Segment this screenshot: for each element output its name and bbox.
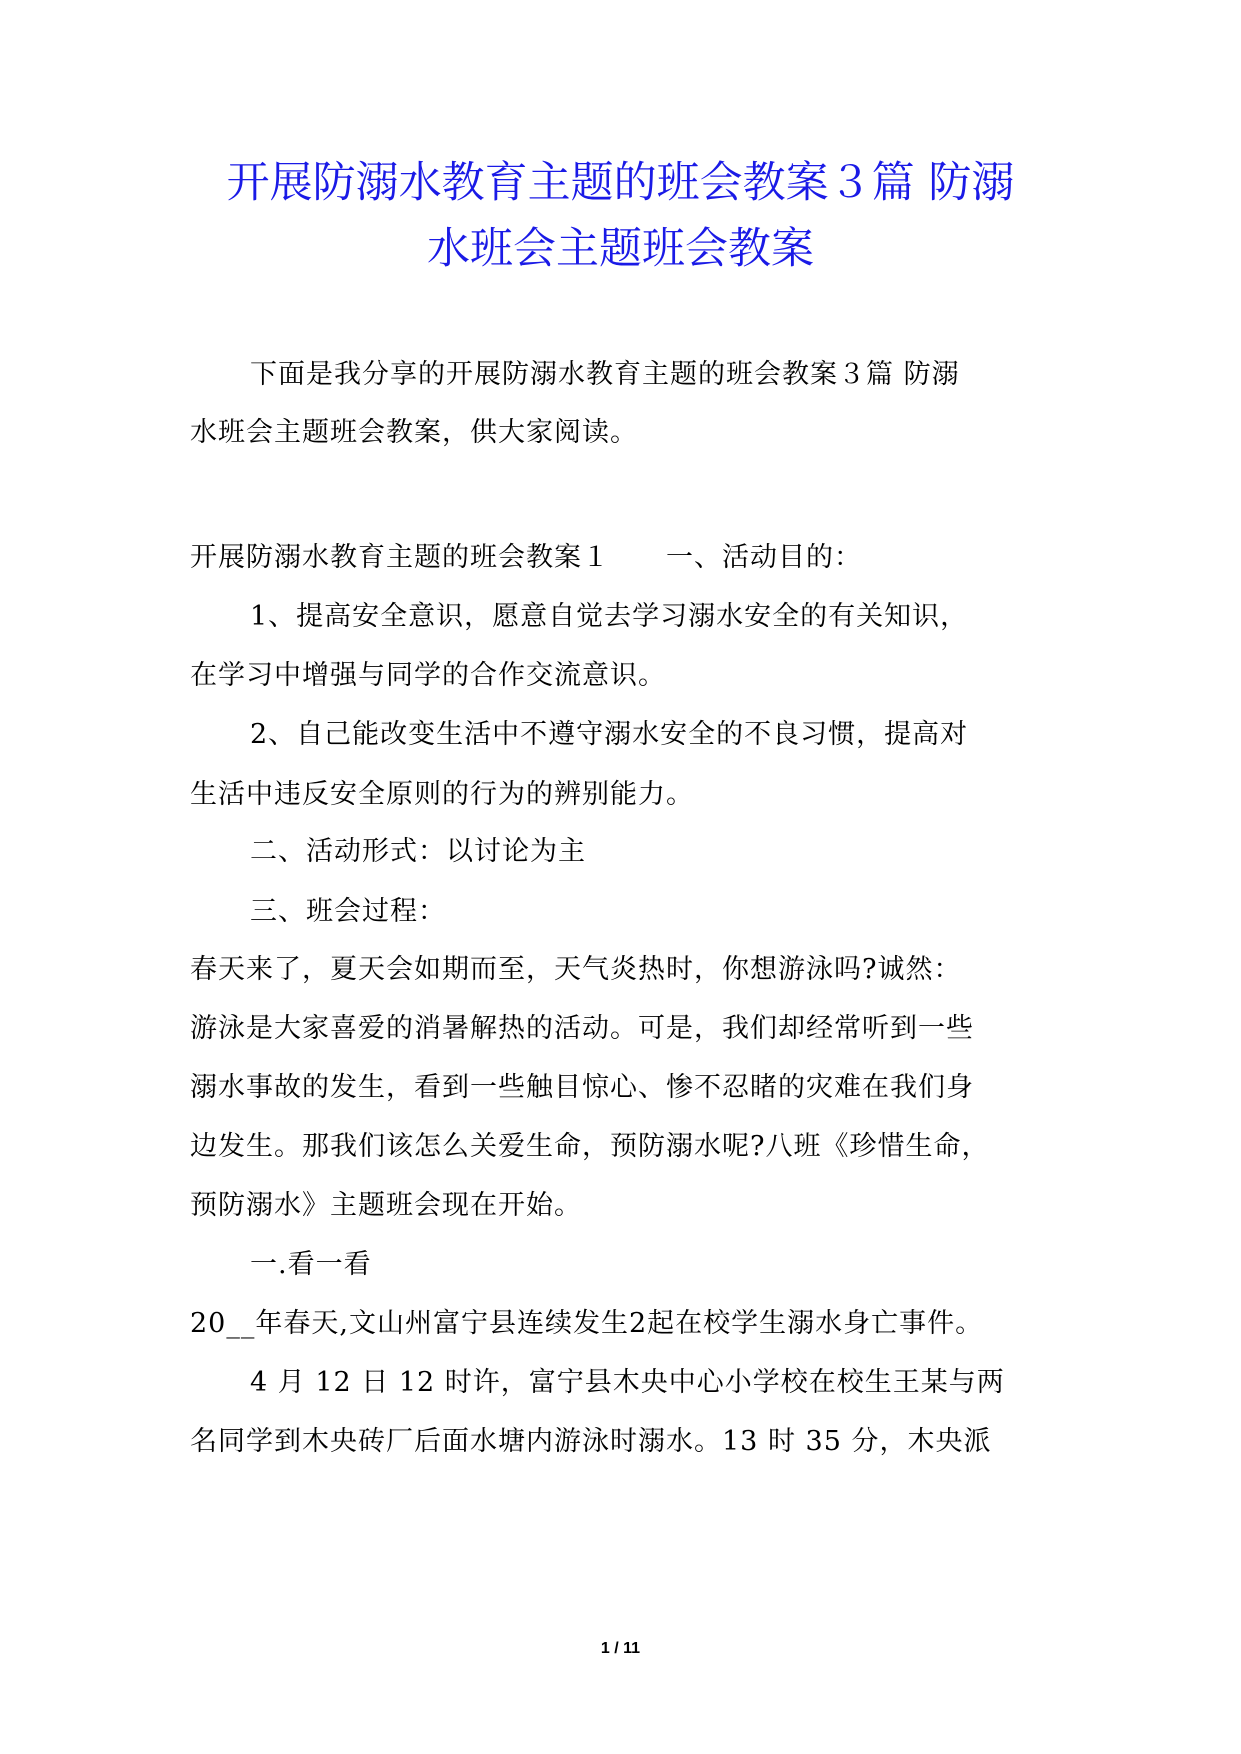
paragraph-line: 预防溺水》主题班会现在开始。	[190, 1190, 582, 1221]
paragraph-line: 20__年春天,文山州富宁县连续发生2起在校学生溺水身亡事件。	[190, 1308, 984, 1339]
paragraph-line: 二、活动形式：以讨论为主	[250, 836, 586, 867]
paragraph-line: 1、提高安全意识，愿意自觉去学习溺水安全的有关知识，	[250, 601, 969, 632]
document-title	[150, 150, 1091, 282]
title-line-2: 水班会主题班会教案	[427, 224, 814, 274]
intro-line-2: 水班会主题班会教案，供大家阅读。	[190, 417, 638, 448]
paragraph-line: 2、自己能改变生活中不遵守溺水安全的不良习惯，提高对	[250, 719, 969, 750]
paragraph-line: 一.看一看	[250, 1249, 372, 1280]
section-heading-1: 开展防溺水教育主题的班会教案１ 一、活动目的：	[190, 542, 862, 573]
intro-line-1: 下面是我分享的开展防溺水教育主题的班会教案３篇 防溺	[250, 359, 960, 390]
paragraph-line: 春天来了，夏天会如期而至，天气炎热时，你想游泳吗?诚然：	[190, 954, 962, 985]
paragraph-line: 边发生。那我们该怎么关爱生命，预防溺水呢?八班《珍惜生命，	[190, 1131, 990, 1162]
title-line-1: 开展防溺水教育主题的班会教案３篇 防溺	[226, 158, 1015, 208]
paragraph-line: 4 月 12 日 12 时许，富宁县木央中心小学校在校生王某与两	[250, 1367, 1005, 1398]
paragraph-line: 在学习中增强与同学的合作交流意识。	[190, 660, 666, 691]
paragraph-line: 生活中违反安全原则的行为的辨别能力。	[190, 779, 694, 810]
paragraph-line: 三、班会过程：	[250, 896, 446, 927]
page-number: 1 / 11	[600, 1640, 641, 1657]
paragraph-line: 名同学到木央砖厂后面水塘内游泳时溺水。13 时 35 分，木央派	[190, 1426, 992, 1457]
paragraph-line: 游泳是大家喜爱的消暑解热的活动。可是，我们却经常听到一些	[190, 1013, 974, 1044]
paragraph-line: 溺水事故的发生，看到一些触目惊心、惨不忍睹的灾难在我们身	[190, 1072, 974, 1103]
